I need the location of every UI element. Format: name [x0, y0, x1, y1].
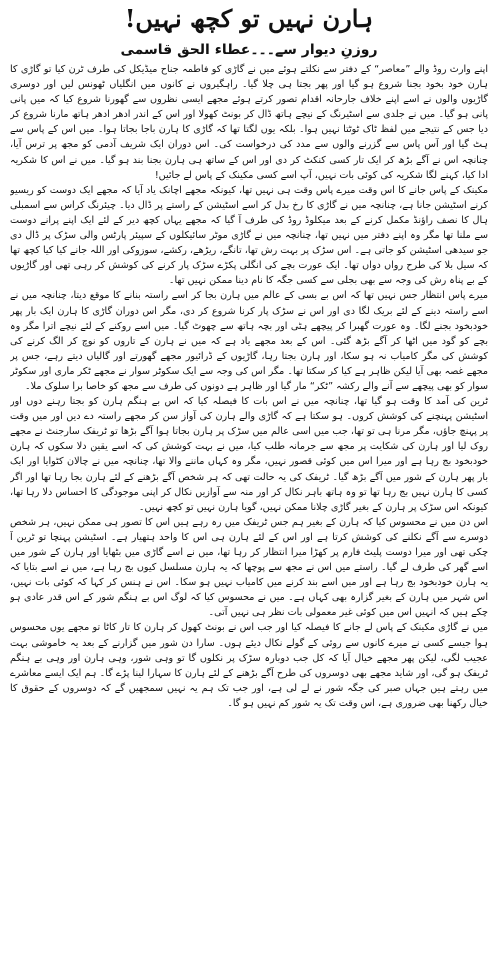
article-paragraph: اپنے وارث روڈ والے ”معاصر“ کے دفتر سے نکلتے ہوئے میں نے گاڑی کو فاطمہ جناح میڈیکل کی طرف ٹرن کیا تو گاڑی کا ہارن خود بخود بجنا شروع ہو گیا اور پھر بجتا ہی چلا گیا۔ راہگیروں نے کانوں میں انگلیاں ٹھونس لیں اور دوسری گاڑیوں والوں نے اسے اپنے خلاف جارحانہ اقدام تصور کرتے ہوئے مجھے ایسی نظروں سے گھورنا شروع کیا کہ میں پانی پانی ہو گیا۔ میں نے جلدی سے اسٹیرنگ کے نیچے ہاتھ ڈال کر بونٹ کھولا اور اس کے اندر ادھر ادھر ہاتھ مارنا شروع کر دیا جس کے نتیجے میں لفظ ٹاک ٹوٹتا نہیں ہوا۔ بلکہ یوں لگتا تھا کہ گاڑی کا ہارن باجا بجاتا ہوا۔ میں اس کے پاس سے ہٹ گیا اور آس پاس سے گزرنے والوں سے مدد کی درخواست کی۔ اس دوران ایک شریف آدمی کو مجھ پر ترس آیا، چنانچہ اس نے آگے بڑھ کر ایک تار کسی کنکٹ کر دی اور اس کے ساتھ ہی ہارن بجنا بند ہو گیا۔ میں نے اس کا شکریہ ادا کیا، کہنے لگا شکریہ کی کوئی بات نہیں، آپ اسے کسی مکینک کے پاس لے جائیں!: [10, 64, 488, 181]
article-paragraph: میں نے گاڑی مکینک کے پاس لے جانے کا فیصلہ کیا اور جب اس نے بونٹ کھول کر ہارن کا تار کاٹا تو مجھے یوں محسوس ہوا جیسے کسی نے میرے کانوں سے روئی کے گولے نکال دیئے ہوں۔ سارا دن شور میں گزارنے کے بعد یہ خاموشی بہت عجیب لگی، لیکن پھر مجھے خیال آیا کہ کل جب دوبارہ سڑک پر نکلوں گا تو وہی شور، وہی ہارن اور وہی بے ہنگم ٹریفک ہو گی، اور شاید مجھے بھی دوسروں کی طرح آگے بڑھنے کے لئے ہارن کا سہارا لینا پڑے گا۔ ہم ایک ایسے معاشرے میں رہتے ہیں جہاں صبر کی جگہ شور نے لے لی ہے، اور جب تک ہم یہ نہیں سمجھیں گے کہ دوسروں کے حقوق کا خیال رکھنا بھی ضروری ہے، اس وقت تک یہ شور کم نہیں ہو گا۔: [10, 622, 488, 709]
article-paragraph: اس دن میں نے محسوس کیا کہ ہارن کے بغیر ہم جس ٹریفک میں رہ رہے ہیں اس کا تصور ہی ممکن نہیں، ہر شخص دوسرے سے آگے نکلنے کی کوشش کرتا ہے اور اس کے لئے ہارن ہی اس کا واحد ہتھیار ہے۔ اسٹیشن پہنچا تو ٹرین آ چکی تھی اور میرا دوست پلیٹ فارم پر کھڑا میرا انتظار کر رہا تھا، میں نے اسے گاڑی میں بٹھایا اور ہارن کے شور میں اسے گھر کی طرف لے گیا۔ راستے میں اس نے مجھ سے پوچھا کہ یہ ہارن مسلسل کیوں بج رہا ہے، میں نے اسے بتایا کہ یہ ہارن خودبخود بج رہا ہے اور میں اسے بند کرنے میں کامیاب نہیں ہو سکا۔ اس نے ہنس کر کہا کہ کوئی بات نہیں، اس شہر میں ہارن کے بغیر گزارہ بھی کہاں ہے۔ میں نے محسوس کیا کہ لوگ اس بے ہنگم شور کے اس قدر عادی ہو چکے ہیں کہ انہیں اس میں کوئی غیر معمولی بات نظر ہی نہیں آتی۔: [10, 516, 488, 619]
article-paragraph: میرے پاس انتظار جس نہیں تھا کہ اس بے بسی کے عالم میں ہارن بجا کر اسے راستہ بنانے کا موقع دیتا، چنانچہ میں نے اسے راستہ دینے کے لئے بریک لگا دی اور اس نے سڑک پار کرنا شروع کر دی، مگر اس دوران گاڑی کا ہارن ایک بار پھر خودبخود بجنے لگا۔ وہ عورت گھبرا کر پیچھے ہٹی اور بچہ ہاتھ سے چھوٹ گیا۔ میں اسے روکنے کے لئے نیچے اترا مگر وہ بچے کو گود میں اٹھا کر آگے بڑھ گئی۔ اس کے بعد مجھے یاد ہے کہ میں نے ہارن کے تاروں کو نوچ کر الگ کرنے کی کوشش کی مگر کامیاب نہ ہو سکا، اور ہارن بجتا رہا، گاڑیوں کے ڈرائیور مجھے گھورتے اور گالیاں دیتے رہے، جس پر مجھے غصہ بھی آیا لیکن ظاہر ہے کیا کر سکتا تھا۔ مگر اس کی وجہ سے ایک سکوٹر سوار نے مجھے ٹکر ماری اور سکوٹر سوار کو بھی پیچھے سے آنے والے رکشہ ”ٹکر“ مار گیا اور ظاہر ہے دونوں کی طرف سے مجھ کو خاصا برا سلوک ملا۔: [10, 290, 488, 392]
article-title: ہارن نہیں تو کچھ نہیں!: [124, 4, 374, 33]
article-paragraph: مکینک کے پاس جانے کا اس وقت میرے پاس وقت ہی نہیں تھا، کیونکہ مجھے اچانک یاد آیا کہ مجھے ایک دوست کو ریسیو کرنے اسٹیشن جانا ہے، چنانچہ میں نے گاڑی کا رخ بدل کر اسے اسٹیشن کے راستے پر ڈال دیا۔ چیئرنگ کراس سے اسمبلی ہال کا نصف راؤنڈ مکمل کرنے کے بعد میکلوڈ روڈ کی طرف آ گیا کہ مجھے یہاں کچھ دیر کے لئے ایک اپنے پرانے دوست سے ملنا تھا مگر وہ اپنے دفتر میں نہیں تھا، چنانچہ میں نے گاڑی موٹر سائیکلوں کے سپیئر پارٹس والی سڑک پر ڈال دی جو سیدھی اسٹیشن کو جاتی ہے۔ اس سڑک پر بہت رش تھا، تانگے، ریڑھے، رکشے، سوزوکی اور اللہ جانے کیا کیا کچھ تھا کہ سیل بلا کی طرح رواں دواں تھا۔ ایک عورت بچے کی انگلی پکڑے سڑک پار کرنے کی کوشش کر رہی تھی اور گاڑیوں کے بے پناہ رش کی وجہ سے بھی بجلی سے کسی جگہ کا نام دینا ممکن نہیں تھا۔: [10, 184, 488, 287]
article-byline: روزنِ دیوار سے۔۔۔عطاء الحق قاسمی: [120, 42, 378, 58]
article-body: [10, 62, 488, 970]
article-paragraph: ٹرین کی آمد کا وقت ہو گیا تھا، چنانچہ میں نے اس بات کا فیصلہ کیا کہ اس بے ہنگم ہارن کو بجتا رہنے دوں اور اسٹیشن پہنچنے کی کوشش کروں۔ ہو سکتا ہے کہ گاڑی والے ہارن کی آواز سن کر مجھے راستہ دے دیں اور میں وقت پر پہنچ جاؤں، مگر مرنا ہی تو تھا، جب میں اسی عالم میں سڑک پر ہارن بجاتا ہوا آگے بڑھا تو ٹریفک سارجنٹ نے مجھے روک لیا اور ہارن کی شکایت پر مجھ سے جرمانہ طلب کیا، میں نے بہت کوشش کی کہ اسے یقین دلا سکوں کہ ہارن خودبخود بج رہا ہے اور میرا اس میں کوئی قصور نہیں، مگر وہ کہاں ماننے والا تھا، چنانچہ میں نے چالان کٹوایا اور ایک بار پھر ہارن کے شور میں آگے بڑھ گیا۔ ٹریفک کی یہ حالت تھی کہ ہر شخص آگے بڑھنے کے لئے ہارن بجا رہا تھا اور اگر کسی کا ہارن نہیں بج رہا تھا تو وہ ہاتھ باہر نکال کر اور منہ سے آوازیں نکال کر اپنی موجودگی کا احساس دلا رہا تھا، کیونکہ اس سڑک پر ہارن کے بغیر گاڑی چلانا ممکن نہیں، گویا ہارن نہیں تو کچھ نہیں۔: [10, 396, 488, 513]
